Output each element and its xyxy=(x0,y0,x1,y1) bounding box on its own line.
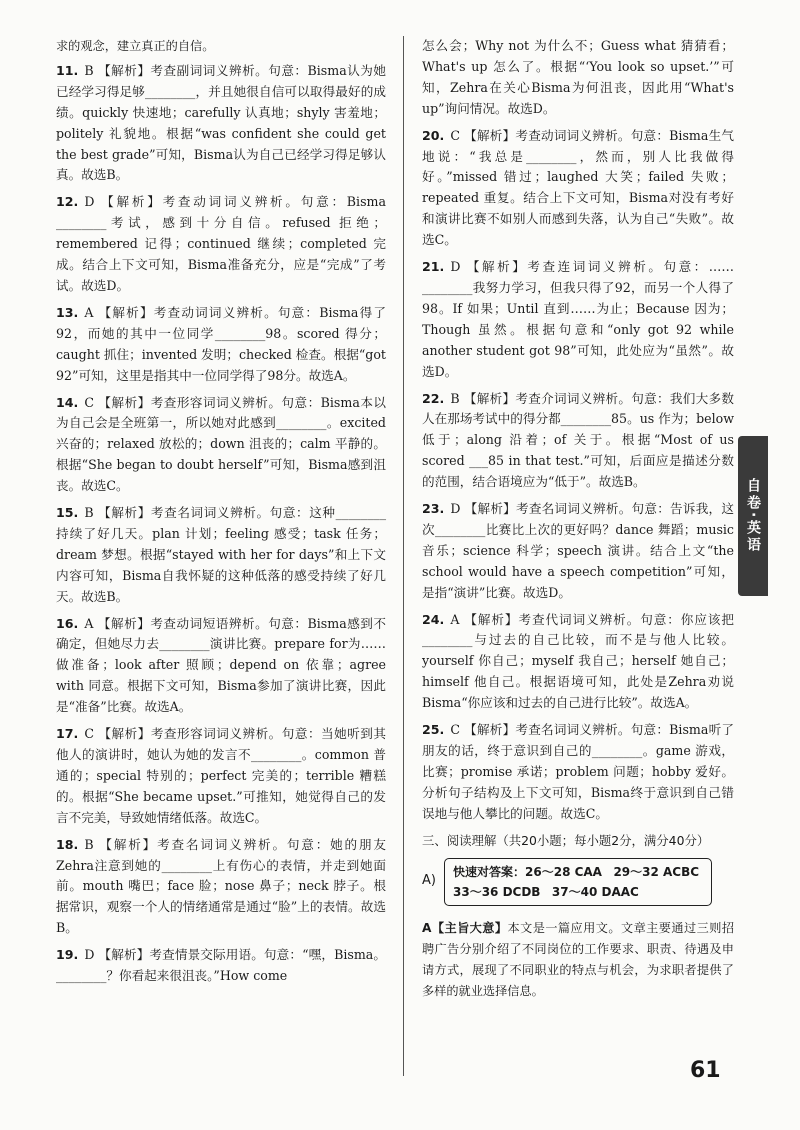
answer-item: 13. A 【解析】考查动词词义辨析。句意：Bisma得了92，而她的其中一位同学________98。scored 得分；caught 抓住；invented 发明；checked 检查。根据“got 92”可知，这里是指其中一位同学得了98分。故选A。 xyxy=(56,304,391,383)
quick-answer-line-1: 快速对答案：26～28 CAA 29～32 ACBC xyxy=(453,864,700,879)
answer-item: 24. A 【解析】考查代词词义辨析。句意：你应该把________与过去的自己比较，而不是与他人比较。yourself 你自己；myself 我自己；herself 她自己；himself 他自己。根据语境可知，此处是Zehra劝说Bisma“你应该和过去的自己进行比较”。故选A。 xyxy=(422,611,734,711)
answer-item: 19. D 【解析】考查情景交际用语。句意：“嘿，Bisma。________？你看起来很沮丧。”How come xyxy=(56,947,386,984)
subject-side-tab xyxy=(738,436,768,596)
answer-item: 16. A 【解析】考查动词短语辨析。句意：Bisma感到不确定，但她尽力去________演讲比赛。prepare for为……做准备；look after 照顾；depend on 依靠；agree with 同意。根据下文可知，Bisma参加了演讲比赛，因此是“准备”比赛。故选A。 xyxy=(56,615,391,715)
quick-answer-block xyxy=(422,858,734,906)
passage-letter: A) xyxy=(422,873,436,889)
continuation-text: 怎么会；Why not 为什么不；Guess what 猜猜看；What's up 怎么了。根据“‘You look so upset.’”可知，Zehra在关心Bisma为何沮丧，因此用“What's up”询问情况。故选D。 xyxy=(422,38,739,116)
passage-summary: A【主旨大意】本文是一篇应用文。文章主要通过三则招聘广告分别介绍了不同岗位的工作要求、职责、待遇及申请方式，展现了不同职业的特点与机会，为求职者提供了多样的就业选择信息。 xyxy=(422,920,735,998)
right-column xyxy=(422,36,739,1014)
answer-item: 17. C 【解析】考查形容词词义辨析。句意：当她听到其他人的演讲时，她认为她的发言不________。common 普通的；special 特别的；perfect 完美的；terrible 糟糕的。根据“She became upset.”可推知，她觉得自己的发言不完美，导致她情绪低落。故选C。 xyxy=(56,726,386,825)
answer-item: 14. C 【解析】考查形容词词义辨析。句意：Bisma本以为自己会是全班第一，所以她对此感到________。excited 兴奋的；relaxed 放松的；down 沮丧的；calm 平静的。根据“She began to doubt herself”可知，Bisma感到沮丧。故选C。 xyxy=(56,394,391,494)
side-tab-label: 自卷·英语 xyxy=(745,477,761,555)
answer-item: 15. B 【解析】考查名词词义辨析。句意：这种________持续了好几天。plan 计划；feeling 感受；task 任务；dream 梦想。根据“stayed with her for days”和上下文内容可知，Bisma自我怀疑的这种低落的感受持续了好几天。故选B。 xyxy=(56,505,386,604)
answer-item: 21. D 【解析】考查连词词义辨析。句意：……________我努力学习，但我只得了92，而另一个人得了98。If 如果；Until 直到……为止；Because 因为；Though 虽然。根据句意和“only got 92 while another student got 98”可知，此处应为“虽然”。故选D。 xyxy=(422,259,739,379)
answer-item: 22. B 【解析】考查介词词义辨析。句意：我们大多数人在那场考试中的得分都________85。us 作为；below 低于；along 沿着；of 关于。根据“Most of us scored ___85 in that test.”可知，后面应是描述分数的范围，结合语境应为“低于”。故选B。 xyxy=(422,390,739,490)
quick-answer-line-2: 33～36 DCDB 37～40 DAAC xyxy=(453,884,639,899)
page-number: 61 xyxy=(690,1058,721,1083)
answer-item: 20. C 【解析】考查动词词义辨析。句意：Bisma生气地说：“我总是________，然而，别人比我做得好。”missed 错过；laughed 大笑；failed 失败；repeated 重复。结合上下文可知，Bisma对没有考好和演讲比赛不如别人而感到失落，认为自己“失败”。故选C。 xyxy=(422,127,734,248)
answer-item: 25. C 【解析】考查名词词义辨析。句意：Bisma听了朋友的话，终于意识到自己的________。game 游戏，比赛；promise 承诺；problem 问题；hobby 爱好。分析句子结构及上下文可知，Bisma终于意识到自己错误地与他人攀比的问题。故选C。 xyxy=(422,722,734,821)
left-column xyxy=(56,36,391,993)
intro-line: 求的观念，建立真正的自信。 xyxy=(56,39,215,53)
answer-item: 18. B 【解析】考查名词词义辨析。句意：她的朋友Zehra注意到她的________上有伤心的表情，并走到她面前。mouth 嘴巴；face 脸；nose 鼻子；neck 脖子。根据常识，观察一个人的情绪通常是通过“脸”上的表情。故选B。 xyxy=(56,836,386,936)
answer-item: 11. B 【解析】考查副词词义辨析。句意：Bisma认为她已经学习得足够________，并且她很自信可以取得最好的成绩。quickly 快速地；carefully 认真地；shyly 害羞地；politely 礼貌地。根据“was confident she could get the best grade”可知，Bisma认为自己已经学习得足够认真。故选B。 xyxy=(56,62,391,183)
answer-item: 12. D 【解析】考查动词词义辨析。句意：Bisma ________考试，感到十分自信。refused 拒绝；remembered 记得；continued 继续；completed 完成。结合上下文可知，Bisma准备充分，应是“完成”了考试。故选D。 xyxy=(56,194,391,293)
answer-item: 23. D 【解析】考查名词词义辨析。句意：告诉我，这次________比赛比上次的更好吗？dance 舞蹈；music 音乐；science 科学；speech 演讲。结合上文“the school would have a speech competition”可知，是指“演讲”比赛。故选D。 xyxy=(422,501,739,600)
quick-answer-box xyxy=(444,858,712,906)
column-divider xyxy=(403,36,404,1076)
section-title: 三、阅读理解（共20小题；每小题2分，满分40分） xyxy=(422,832,710,848)
